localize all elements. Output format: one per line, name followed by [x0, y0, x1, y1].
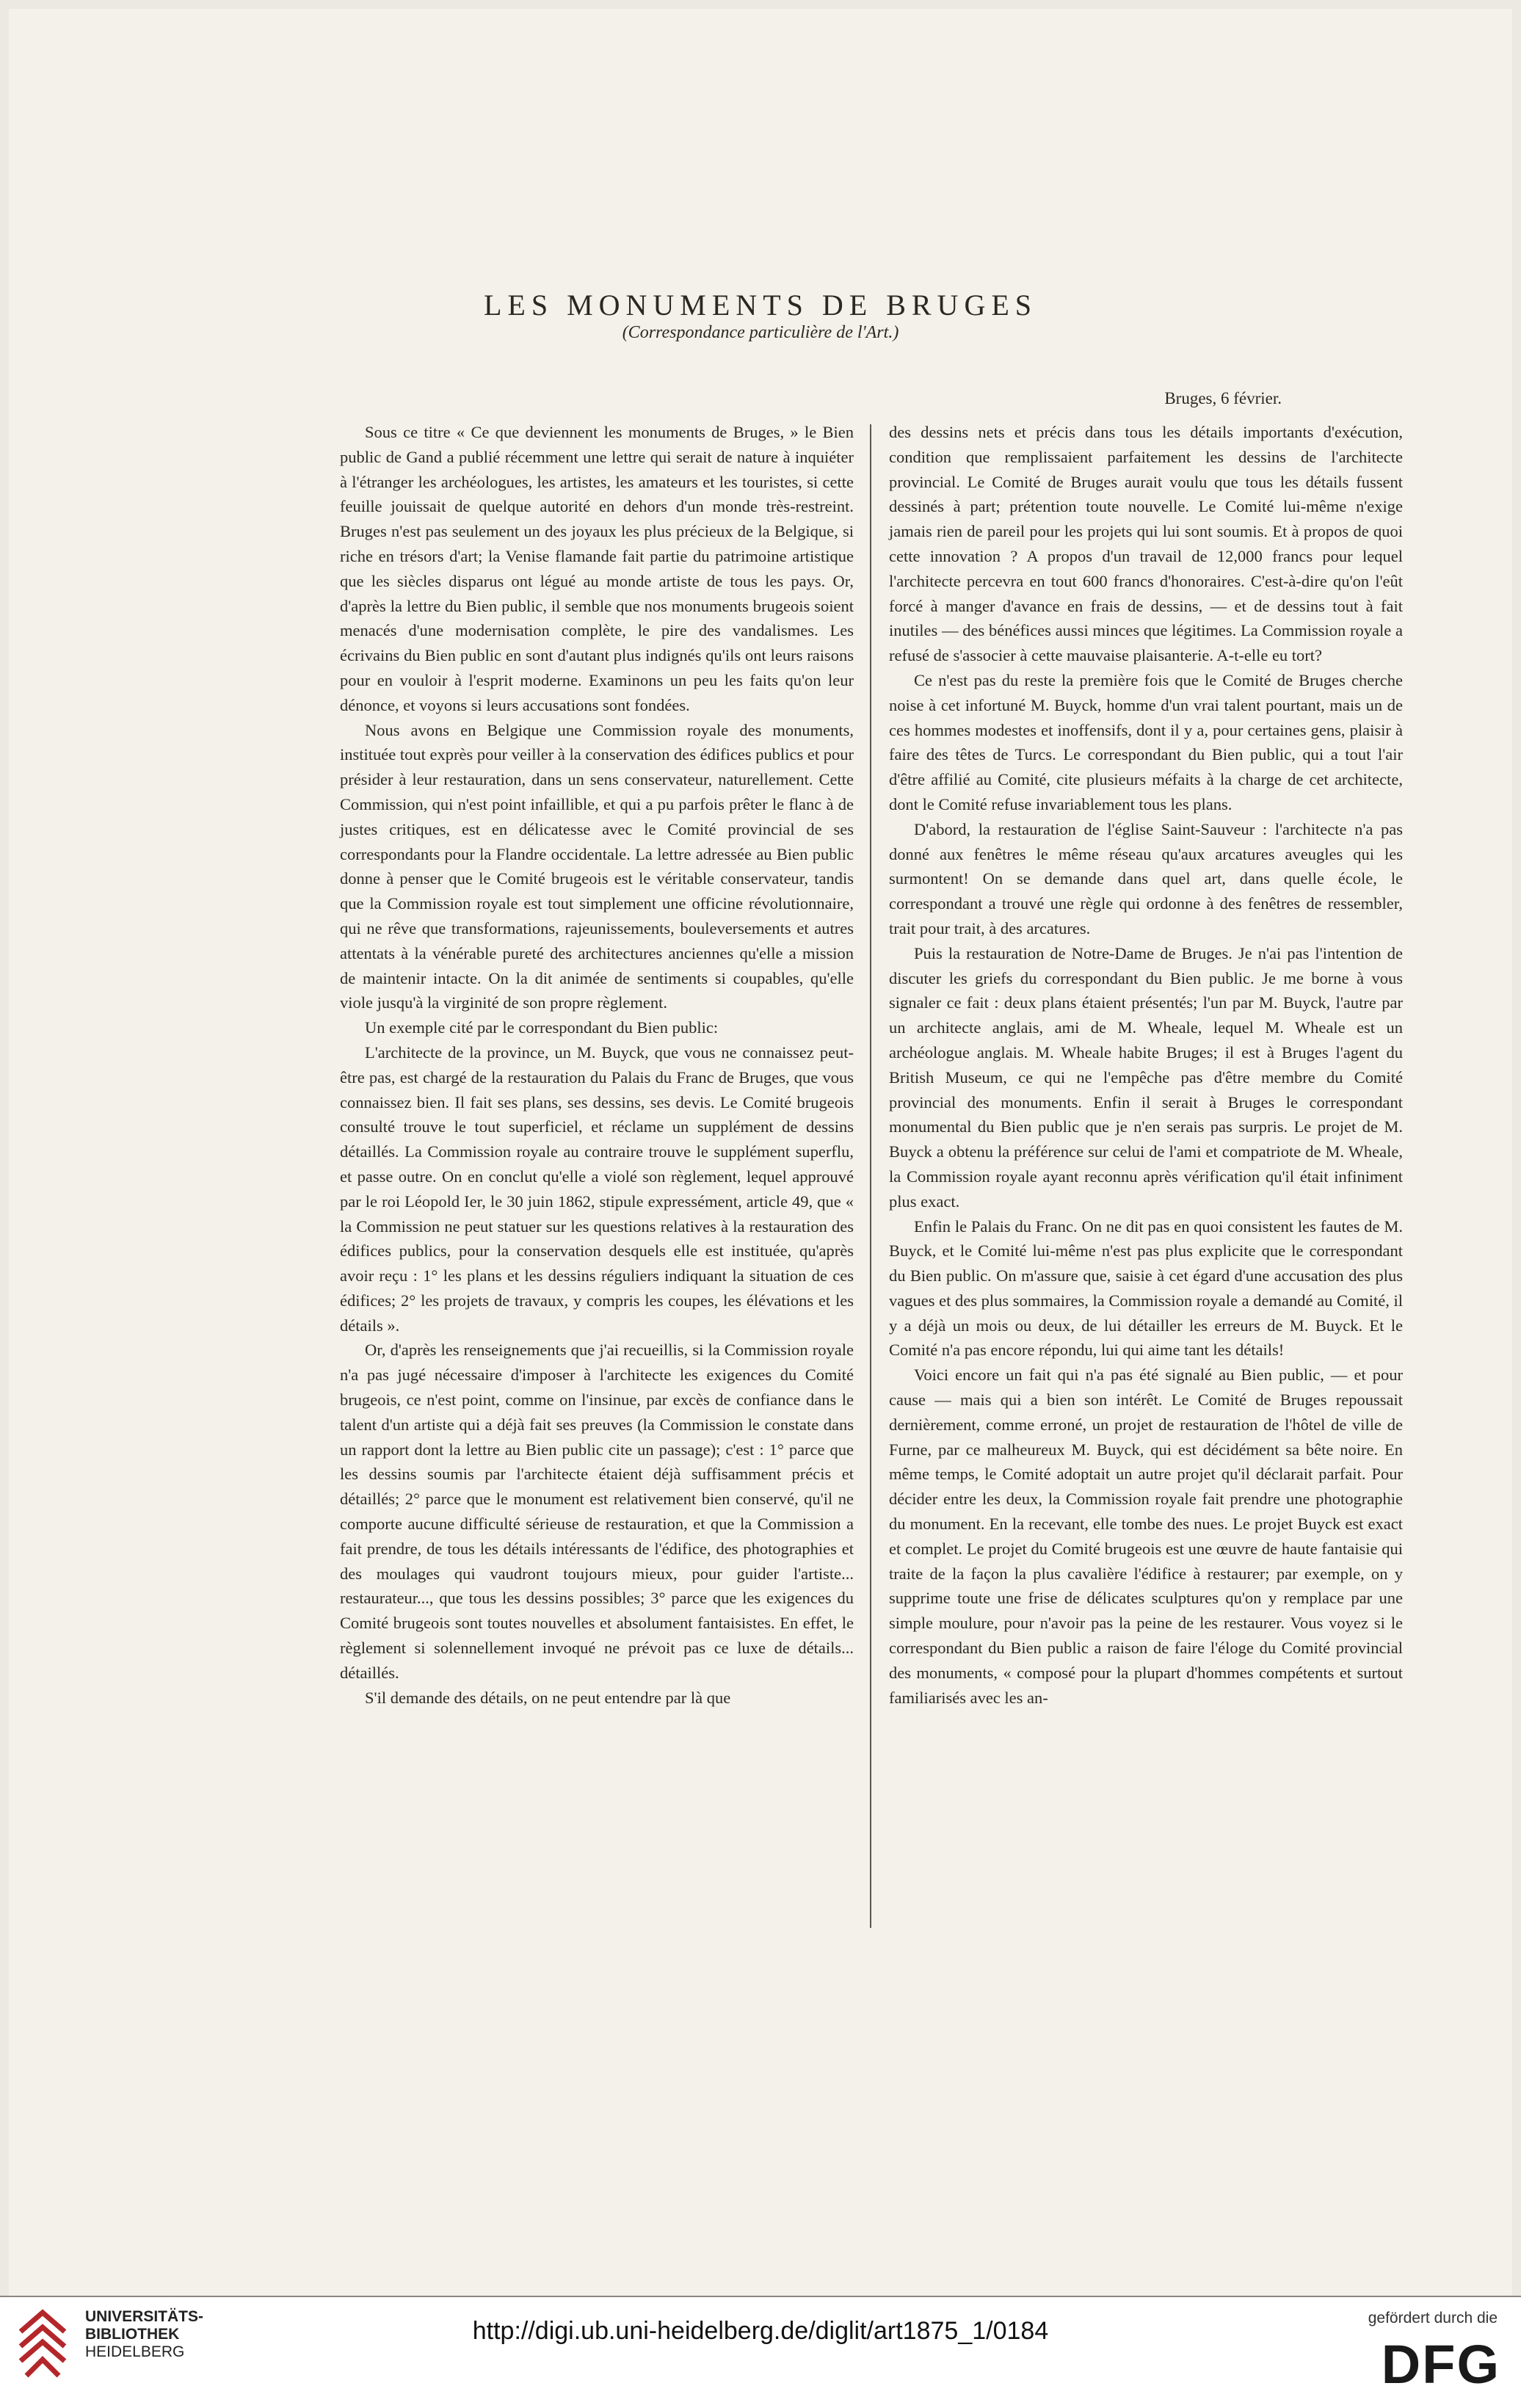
paragraph: Enfin le Palais du Franc. On ne dit pas en quoi consistent les fautes de M. Buyck, et le Comité lui-même n'est pas plus explicite que le correspondant du Bien public. On m'assure que, saisie à cet égard d'une accusation des plus vagues et des plus sommaires, la Commission royale a demandé au Comité, il y a déjà un mois ou deux, de lui détailler les erreurs de M. Buyck. Et le Comité n'a pas encore répondu, lui qui aime tant les détails!: [889, 1216, 1403, 1360]
footer-bar: [0, 2297, 1521, 2408]
paragraph: L'architecte de la province, un M. Buyck, que vous ne connaissez peut-être pas, est chargé de la restauration du Palais du Franc de Bruges, que vous connaissez bien. Il fait ses plans, ses dessins, ses devis. Le Comité brugeois consulté trouve le tout superficiel, et réclame un supplément de dessins détaillés. La Commission royale au contraire trouve le supplément superflu, et passe outre. On en conclut qu'elle a violé son règlement, lequel approuvé par le roi Léopold Ier, le 30 juin 1862, stipule expressément, article 49, que « la Commission ne peut statuer sur les questions relatives à la restauration des édifices publics, pour la conservation desquels elle est instituée, qu'après avoir reçu : 1° les plans et les dessins réguliers indiquant la situation de ces édifices; 2° les projets de travaux, y compris les coupes, les élévations et les détails ».: [340, 1042, 854, 1335]
paragraph: Puis la restauration de Notre-Dame de Bruges. Je n'ai pas l'intention de discuter les griefs du correspondant du Bien public. Je me borne à vous signaler ce fait : deux plans étaient présentés; l'un par M. Buyck, l'autre par un architecte anglais, ami de M. Wheale, lequel M. Wheale est un archéologue anglais. M. Wheale habite Bruges; il est à Bruges l'agent du British Museum, ce qui ne l'empêche pas d'être membre du Comité provincial des monuments. Enfin il serait à Bruges le correspondant monumental du Bien public que je n'en serais pas surpris. Le projet de M. Buyck a obtenu la préférence sur celui de l'ami et compatriote de M. Wheale, la Commission royale ayant reconnu après vérification qu'il était infiniment plus exact.: [889, 943, 1403, 1211]
library-name-line: BIBLIOTHEK: [85, 2326, 180, 2343]
article-subtitle: (Correspondance particulière de l'Art.): [622, 323, 899, 342]
paragraph: Un exemple cité par le correspondant du Bien public:: [365, 1018, 719, 1037]
sponsor-label: gefördert durch die: [1368, 2310, 1498, 2327]
library-name-line: HEIDELBERG: [85, 2343, 185, 2360]
right-column: [889, 420, 1403, 1710]
paragraph: Nous avons en Belgique une Commission royale des monuments, instituée tout exprès pour veiller à la conservation des édifices publics et pour présider à leur restauration, dans un sens conservateur, naturellement. Cette Commission, qui n'est point infaillible, et qui a pu parfois prêter le flanc à de justes critiques, est en délicatesse avec le Comité provincial de ses correspondants pour la Flandre occidentale. La lettre adressée au Bien public donne à penser que le Comité brugeois est le véritable conservateur, tandis que la Commission royale est tout simplement une officine révolutionnaire, qui ne rêve que transformations, rajeunissements, bouleversements et autres attentats à la vénérable pureté des architectures anciennes qu'elle a mission de maintenir intacte. On la dit animée de sentiments si coupables, qu'elle viole jusqu'à la virginité de son propre règlement.: [340, 720, 854, 1012]
paragraph: Voici encore un fait qui n'a pas été signalé au Bien public, — et pour cause — mais qui a bien son intérêt. Le Comité de Bruges repoussait dernièrement, comme erroné, un projet de restauration de l'hôtel de ville de Furne, par ce malheureux M. Buyck, qui est décidément sa bête noire. En même temps, le Comité adoptait un autre projet qu'il déclarait parfait. Pour décider entre les deux, la Commission royale fait prendre une photographie du monument. En la recevant, elle tombe des nues. Le projet Buyck est exact et complet. Le projet du Comité brugeois est une œuvre de haute fantaisie qui traite de la façon la plus cavalière l'édifice à restaurer; par exemple, on y supprime toute une frise de délicates sculptures qu'on y remplace par une simple moulure, pour n'avoir pas la peine de les restaurer. Vous voyez si le correspondant du Bien public a raison de faire l'éloge du Comité provincial des monuments, « composé pour la plupart d'hommes compétents et surtout familiarisés avec les an-: [889, 1366, 1403, 1707]
paragraph: Sous ce titre « Ce que deviennent les monuments de Bruges, » le Bien public de Gand a publié récemment une lettre qui serait de nature à inquiéter à l'étranger les archéologues, les artistes, les amateurs et les touristes, si cette feuille jouissait de quelque autorité en dehors d'un monde très-restreint. Bruges n'est pas seulement un des joyaux les plus précieux de la Belgique, si riche en trésors d'art; la Venise flamande fait partie du patrimoine artistique que les siècles disparus ont légué au monde artiste de tous les pays. Or, d'après la lettre du Bien public, il semble que nos monuments brugeois soient menacés d'une modernisation complète, le pire des vandalismes. Les écrivains du Bien public en sont d'autant plus indignés qu'ils ont leurs raisons pour en vouloir à l'esprit moderne. Examinons un peu les faits qu'on leur dénonce, et voyons si leurs accusations sont fondées.: [340, 423, 854, 714]
column-divider: [870, 424, 871, 1928]
dfg-logo[interactable]: DFG: [1381, 2334, 1500, 2395]
paragraph: Ce n'est pas du reste la première fois que le Comité de Bruges cherche noise à cet infortuné M. Buyck, homme d'un vrai talent pourtant, mais un de ces hommes modestes et inoffensifs, dont il y a, pour certaines gens, plaisir à faire des têtes de Turcs. Le correspondant du Bien public, qui a tout l'air d'être affilié au Comité, cite plusieurs méfaits à la charge de cet architecte, dont le Comité refuse invariablement tous les plans.: [889, 670, 1403, 813]
paragraph: D'abord, la restauration de l'église Saint-Sauveur : l'architecte n'a pas donné aux fenêtres le même réseau qu'aux arcatures aveugles qui les surmontent! On se demande dans quel art, dans quelle école, le correspondant a trouvé une règle qui ordonne à des fenêtres de ressembler, trait pour trait, à des arcatures.: [889, 819, 1403, 938]
left-column: [340, 420, 854, 1710]
permalink-url[interactable]: http://digi.ub.uni-heidelberg.de/diglit/art1875_1/0184: [472, 2317, 1049, 2345]
library-name-line: UNIVERSITÄTS-: [85, 2308, 204, 2325]
paragraph: des dessins nets et précis dans tous les détails importants d'exécution, condition que remplissaient parfaitement les dessins de l'architecte provincial. Le Comité de Bruges aurait voulu que tous les détails fussent dessinés à part; prétention toute nouvelle. Le Comité lui-même n'exige jamais rien de pareil pour les projets qui lui sont soumis. Et à propos de quoi cette innovation ? A propos d'un travail de 12,000 francs pour lequel l'architecte percevra en tout 600 francs d'honoraires. C'est-à-dire qu'on l'eût forcé à manger d'avance en frais de dessins, — et de dessins tout à fait inutiles — des bénéfices aussi minces que légitimes. La Commission royale a refusé de s'associer à cette mauvaise plaisanterie. A-t-elle eu tort?: [889, 423, 1403, 665]
paragraph: Or, d'après les renseignements que j'ai recueillis, si la Commission royale n'a pas jugé nécessaire d'imposer à l'architecte les exigences du Comité brugeois, ce n'est point, comme on l'insinue, par excès de confiance dans le talent d'un artiste qui a déjà fait ses preuves (la Commission le constate dans un rapport dont la lettre au Bien public cite un passage); c'est : 1° parce que les dessins soumis par l'architecte étaient déjà suffisamment précis et détaillés; 2° parce que le monument est relativement bien conservé, qu'il ne comporte aucune difficulté sérieuse de restauration, et que la Commission a fait prendre, de tous les détails intéressants de l'édifice, des photographies et des moulages qui vaudront toujours mieux, pour guider l'artiste... restaurateur..., que tous les dessins possibles; 3° parce que les exigences du Comité brugeois sont toutes nouvelles et absolument fantaisistes. En effet, le règlement si solennellement invoqué ne prévoit pas ce luxe de détails... détaillés.: [340, 1341, 854, 1682]
paragraph: S'il demande des détails, on ne peut entendre par là que: [365, 1688, 731, 1707]
dateline: Bruges, 6 février.: [1164, 389, 1282, 407]
article-title: LES MONUMENTS DE BRUGES: [483, 288, 1038, 322]
